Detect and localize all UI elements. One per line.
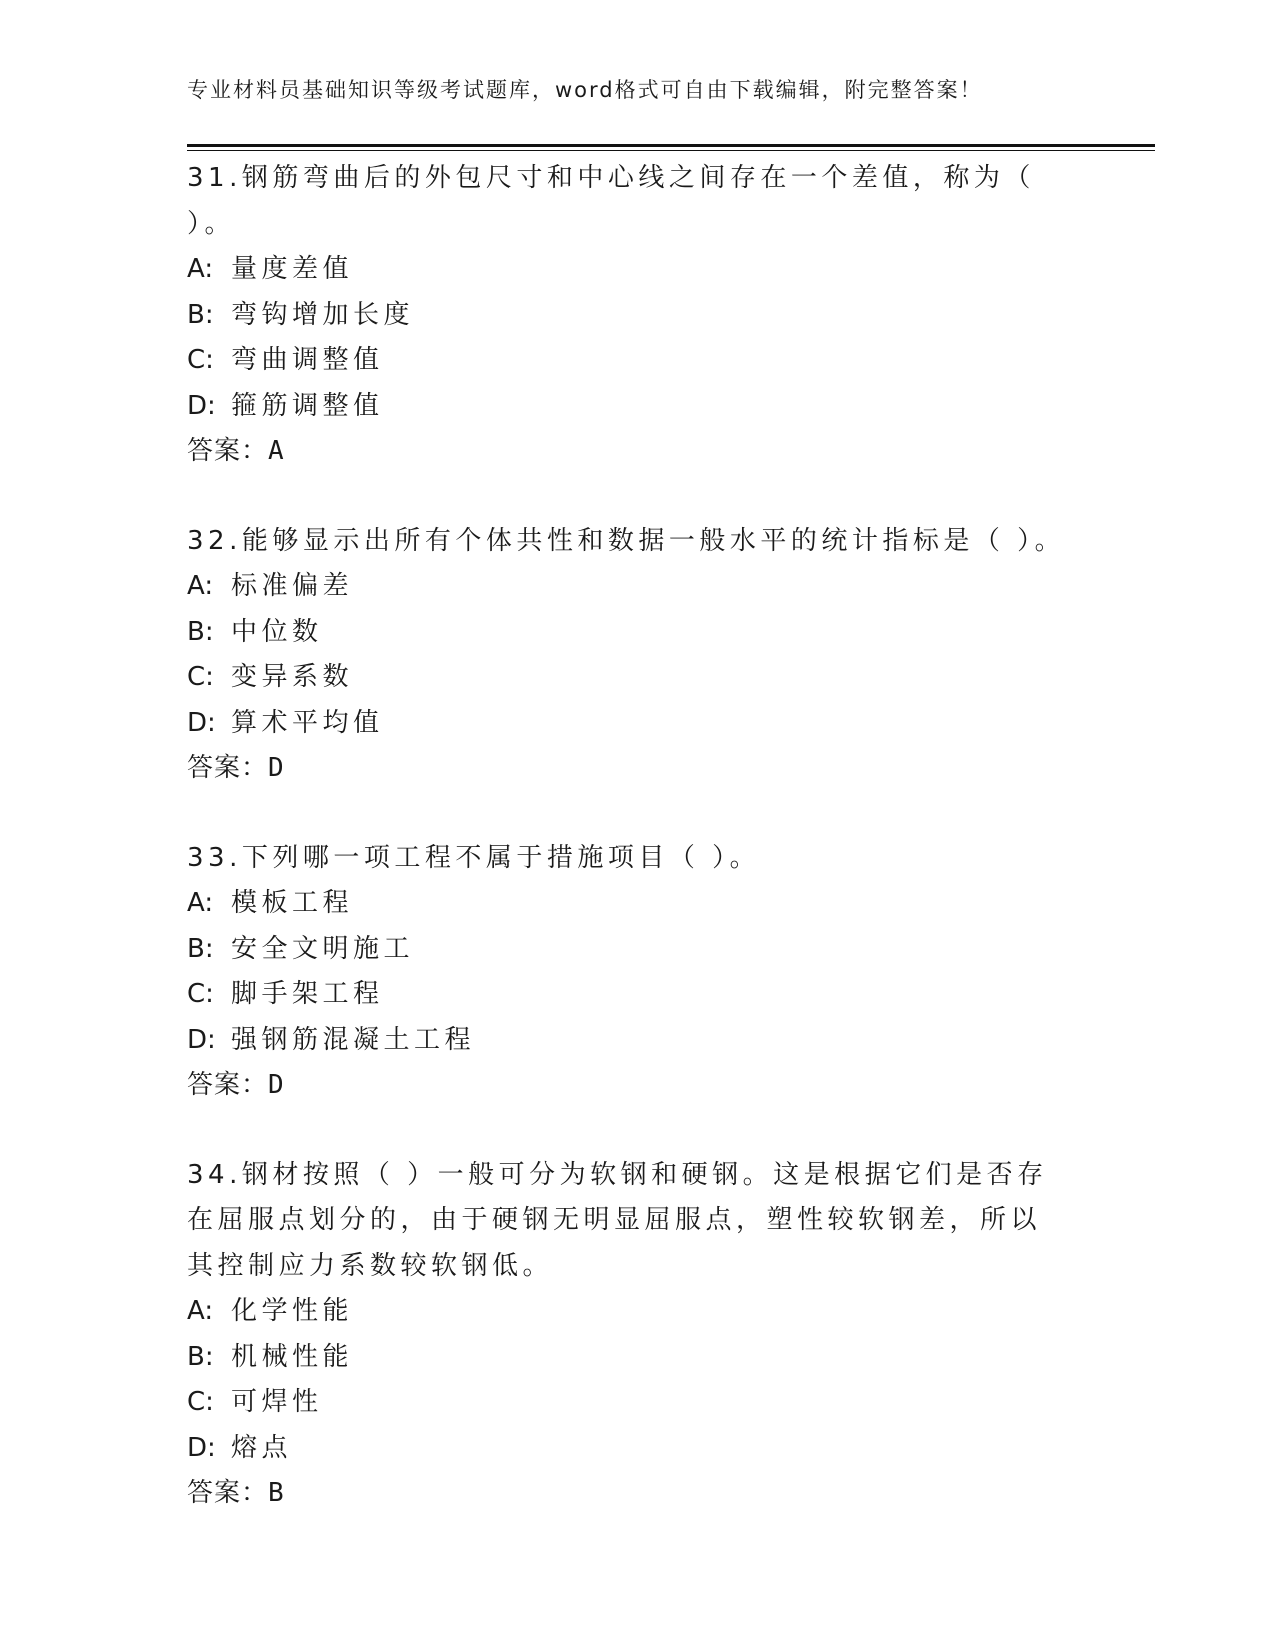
option-a xyxy=(187,881,1067,927)
option-text: 化学性能 xyxy=(231,1296,354,1326)
option-letter: B: xyxy=(187,299,214,330)
option-letter: D: xyxy=(187,1432,216,1463)
option-letter: A: xyxy=(187,254,214,284)
option-text: 箍筋调整值 xyxy=(231,390,384,421)
answer-line xyxy=(187,1063,1067,1109)
option-text: 弯钩增加长度 xyxy=(231,299,415,330)
option-letter: C: xyxy=(187,345,214,375)
question-31 xyxy=(187,156,1067,475)
option-text: 可焊性 xyxy=(231,1387,323,1417)
document-header: 专业材料员基础知识等级考试题库，word格式可自由下载编辑，附完整答案！ xyxy=(187,78,983,102)
answer-value: D xyxy=(268,753,285,783)
option-d xyxy=(187,1426,1067,1472)
answer-label: 答案： xyxy=(187,436,269,466)
answer-line xyxy=(187,746,1067,792)
question-list xyxy=(187,156,1067,1561)
answer-label: 答案： xyxy=(187,1478,269,1508)
option-text: 中位数 xyxy=(231,616,323,647)
option-letter: A: xyxy=(187,1296,214,1326)
option-c xyxy=(187,1380,1067,1426)
option-b xyxy=(187,610,1067,656)
option-letter: B: xyxy=(187,616,214,647)
option-b xyxy=(187,927,1067,973)
option-text: 变异系数 xyxy=(231,662,354,692)
answer-value: A xyxy=(268,436,285,466)
option-letter: A: xyxy=(187,571,214,601)
option-text: 强钢筋混凝土工程 xyxy=(231,1024,476,1055)
question-stem: 33.下列哪一项工程不属于措施项目（ ）。 xyxy=(187,842,761,873)
option-letter: D: xyxy=(187,390,216,421)
option-c xyxy=(187,655,1067,701)
option-text: 熔点 xyxy=(231,1432,293,1463)
option-text: 弯曲调整值 xyxy=(231,345,384,375)
option-d xyxy=(187,701,1067,747)
answer-value: B xyxy=(268,1478,285,1508)
answer-label: 答案： xyxy=(187,1070,269,1100)
option-letter: C: xyxy=(187,662,214,692)
question-stem: 32.能够显示出所有个体共性和数据一般水平的统计指标是（ ）。 xyxy=(187,525,1066,556)
question-stem: 31.钢筋弯曲后的外包尺寸和中心线之间存在一个差值，称为（ ）。 xyxy=(187,163,1035,239)
option-text: 安全文明施工 xyxy=(231,933,415,964)
option-letter: C: xyxy=(187,979,214,1009)
option-text: 量度差值 xyxy=(231,254,354,284)
option-letter: B: xyxy=(187,1341,214,1372)
answer-line xyxy=(187,1471,1067,1517)
option-c xyxy=(187,338,1067,384)
option-text: 脚手架工程 xyxy=(231,979,384,1009)
option-a xyxy=(187,247,1067,293)
option-b xyxy=(187,293,1067,339)
option-c xyxy=(187,972,1067,1018)
option-letter: D: xyxy=(187,707,216,738)
option-text: 模板工程 xyxy=(231,888,354,918)
question-34 xyxy=(187,1153,1067,1517)
option-text: 算术平均值 xyxy=(231,707,384,738)
option-letter: A: xyxy=(187,888,214,918)
option-b xyxy=(187,1335,1067,1381)
header-divider-thick xyxy=(187,144,1155,147)
option-letter: C: xyxy=(187,1387,214,1417)
option-text: 机械性能 xyxy=(231,1341,354,1372)
answer-line xyxy=(187,429,1067,475)
option-letter: B: xyxy=(187,933,214,964)
header-divider-thin xyxy=(187,150,1155,151)
option-text: 标准偏差 xyxy=(231,571,354,601)
option-a xyxy=(187,1289,1067,1335)
question-stem: 34.钢材按照（ ）一般可分为软钢和硬钢。这是根据它们是否存在屈服点划分的，由于硬钢无明显屈服点，塑性较软钢差，所以其控制应力系数较软钢低。 xyxy=(187,1159,1048,1281)
option-letter: D: xyxy=(187,1024,216,1055)
answer-value: D xyxy=(268,1070,285,1100)
answer-label: 答案： xyxy=(187,753,269,783)
option-d xyxy=(187,384,1067,430)
option-d xyxy=(187,1018,1067,1064)
option-a xyxy=(187,564,1067,610)
question-33 xyxy=(187,836,1067,1109)
question-32 xyxy=(187,519,1067,792)
